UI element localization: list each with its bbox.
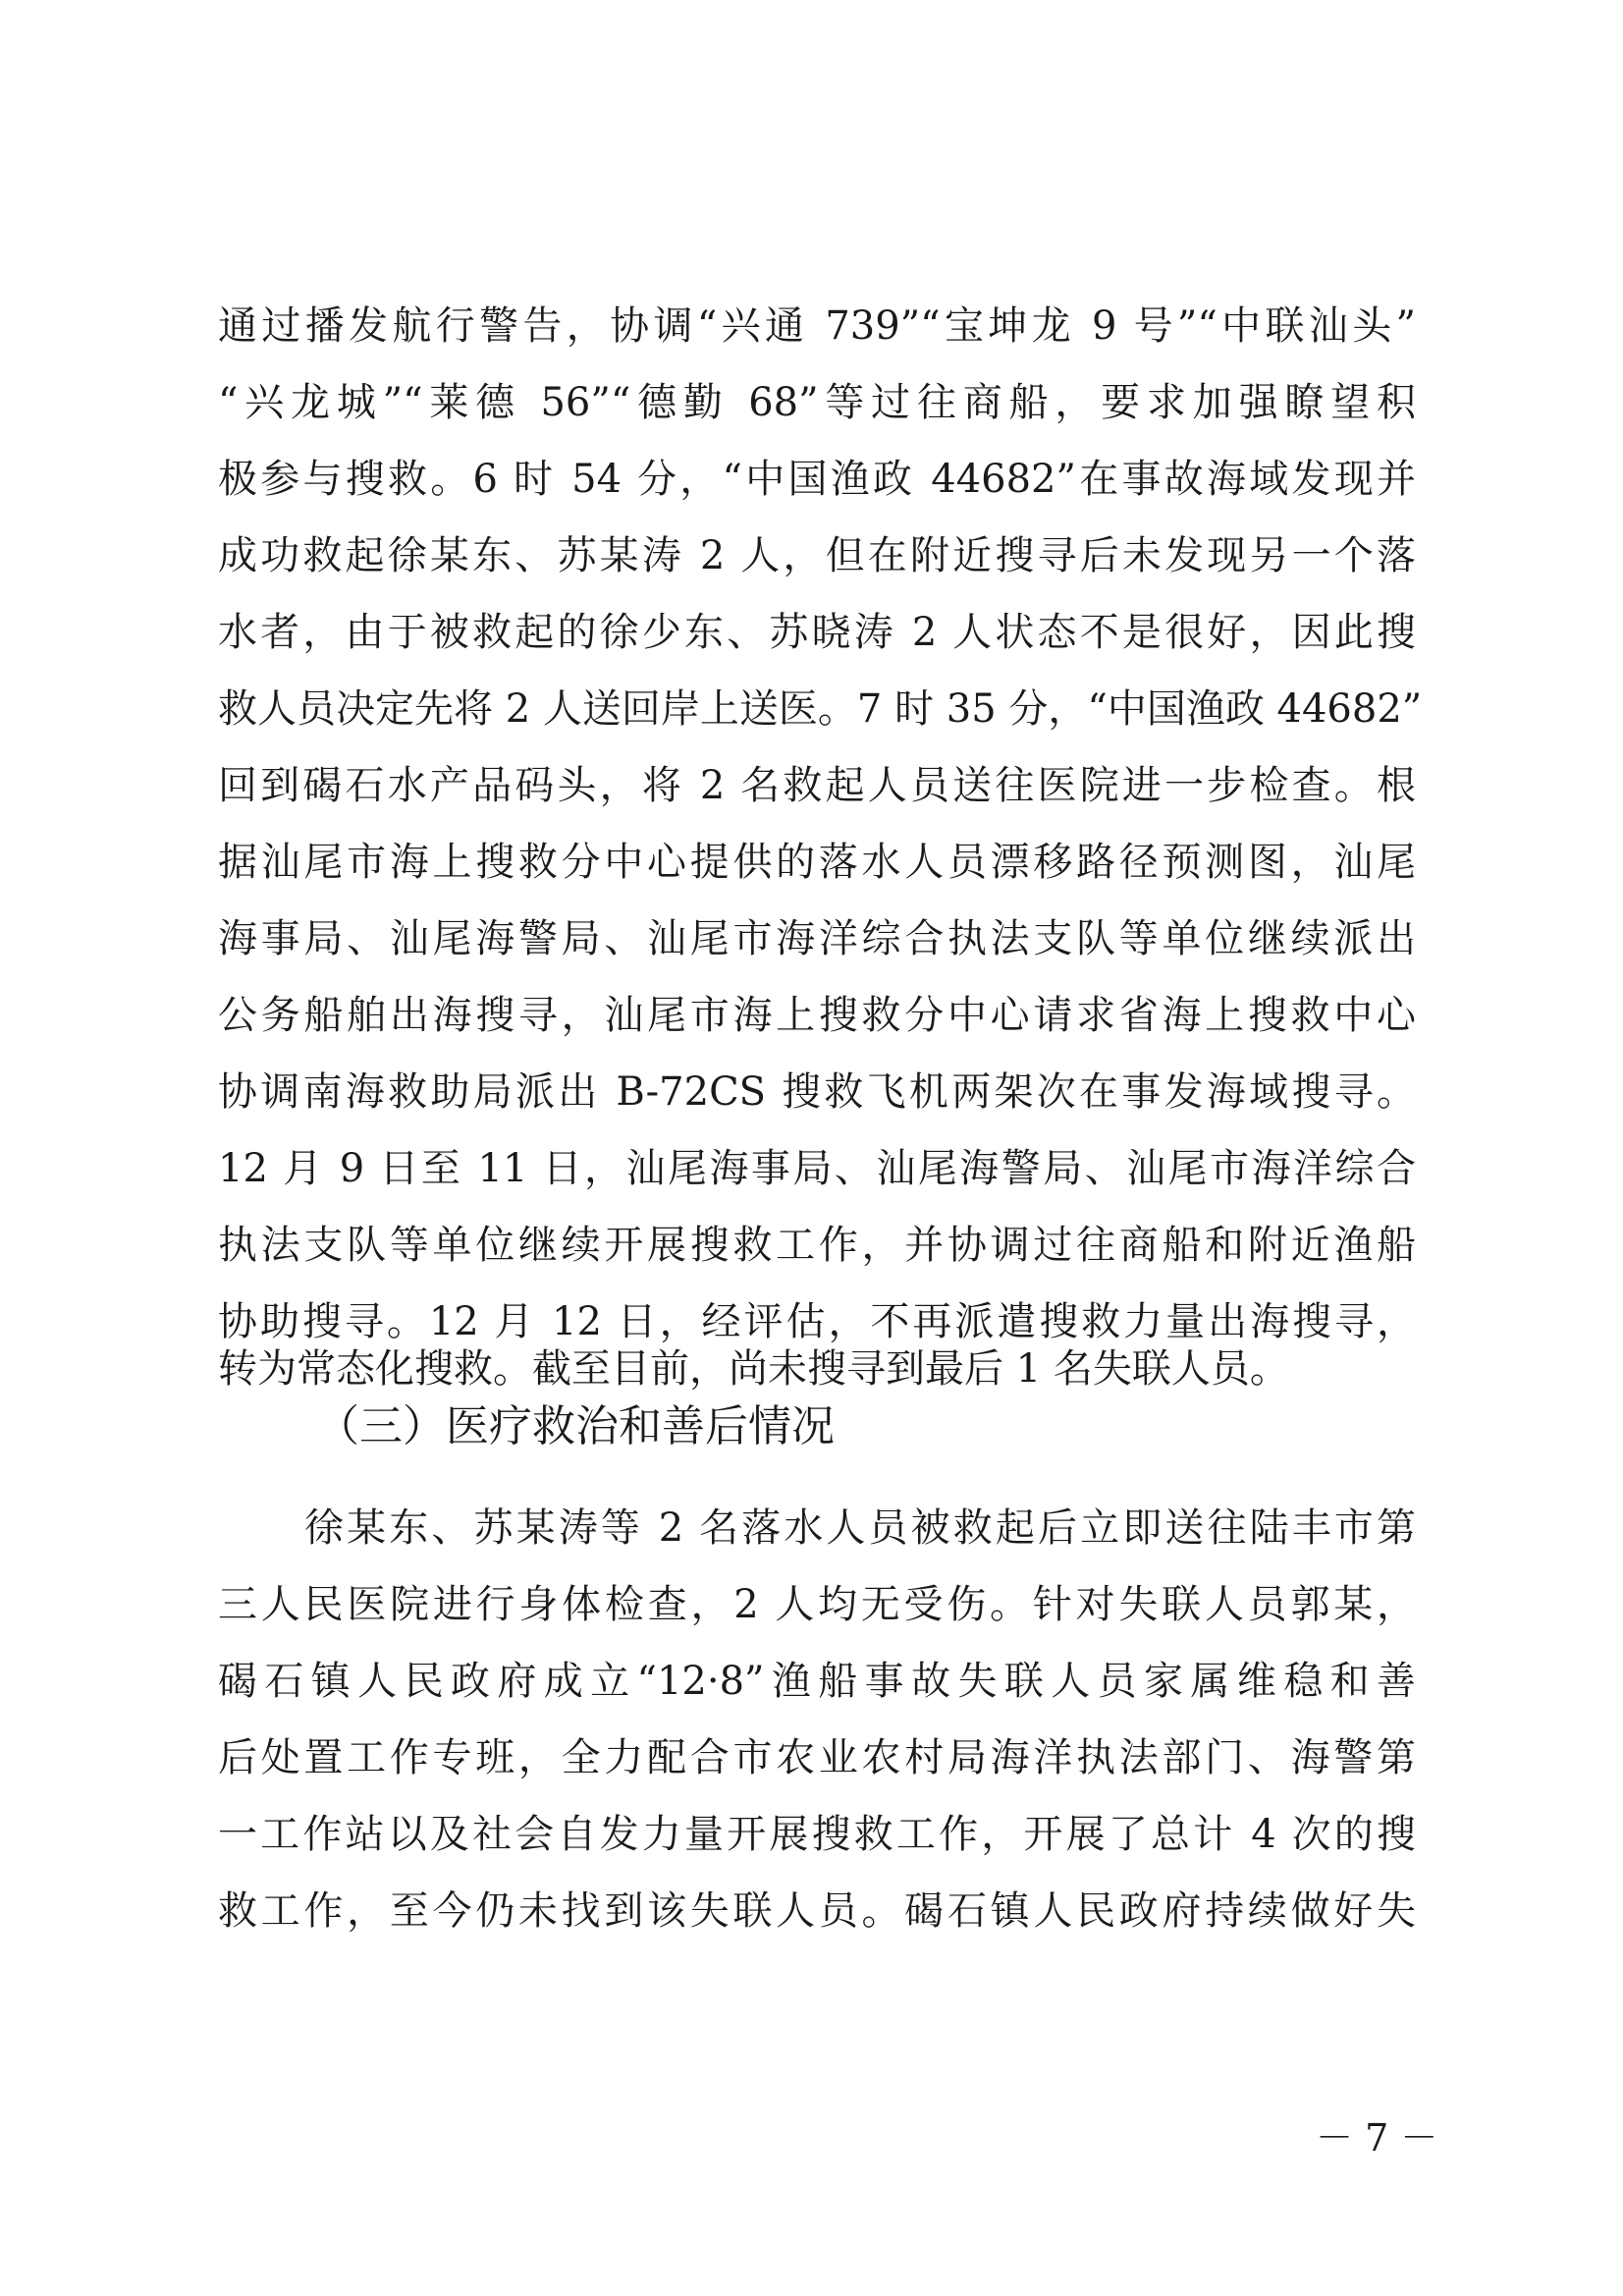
text-line: 执法支队等单位继续开展搜救工作，并协调过往商船和附近渔船 (218, 1223, 1416, 1268)
text-line: 救工作，至今仍未找到该失联人员。碣石镇人民政府持续做好失 (218, 1888, 1416, 1934)
text-line: 成功救起徐某东、苏某涛 2 人，但在附近搜寻后未发现另一个落 (218, 533, 1416, 578)
text-line: 一工作站以及社会自发力量开展搜救工作，开展了总计 4 次的搜 (218, 1812, 1416, 1857)
text-line: 转为常态化搜救。截至目前，尚未搜寻到最后 1 名失联人员。 (218, 1346, 1289, 1392)
text-line: 碣石镇人民政府成立“12·8”渔船事故失联人员家属维稳和善 (218, 1659, 1416, 1704)
text-line: 极参与搜救。6 时 54 分，“中国渔政 44682”在事故海域发现并 (218, 457, 1416, 502)
text-line: 回到碣石水产品码头，将 2 名救起人员送往医院进一步检查。根 (218, 763, 1416, 808)
text-line: 通过播发航行警告，协调“兴通 739”“宝坤龙 9 号”“中联汕头” (218, 303, 1416, 349)
page-number: － 7 － (1316, 2116, 1438, 2159)
text-line: 徐某东、苏某涛等 2 名落水人员被救起后立即送往陆丰市第 (304, 1505, 1416, 1551)
text-line: 公务船舶出海搜寻，汕尾市海上搜救分中心请求省海上搜救中心 (218, 993, 1416, 1038)
text-line: 协助搜寻。12 月 12 日，经评估，不再派遣搜救力量出海搜寻， (218, 1299, 1416, 1344)
text-line: 据汕尾市海上搜救分中心提供的落水人员漂移路径预测图，汕尾 (218, 840, 1416, 885)
text-line: 水者，由于被救起的徐少东、苏晓涛 2 人状态不是很好，因此搜 (218, 610, 1416, 655)
text-line: 后处置工作专班，全力配合市农业农村局海洋执法部门、海警第 (218, 1735, 1416, 1780)
text-line: 海事局、汕尾海警局、汕尾市海洋综合执法支队等单位继续派出 (218, 916, 1416, 961)
text-line: 救人员决定先将 2 人送回岸上送医。7 时 35 分，“中国渔政 44682” (218, 686, 1423, 732)
text-line: 12 月 9 日至 11 日，汕尾海事局、汕尾海警局、汕尾市海洋综合 (218, 1146, 1416, 1191)
text-line: “兴龙城”“莱德 56”“德勤 68”等过往商船，要求加强瞭望积 (218, 380, 1416, 425)
text-line: 三人民医院进行身体检查，2 人均无受伤。针对失联人员郭某， (218, 1582, 1416, 1627)
text-line: 协调南海救助局派出 B-72CS 搜救飞机两架次在事发海域搜寻。 (218, 1069, 1416, 1115)
section-heading: （三）医疗救治和善后情况 (316, 1401, 835, 1451)
